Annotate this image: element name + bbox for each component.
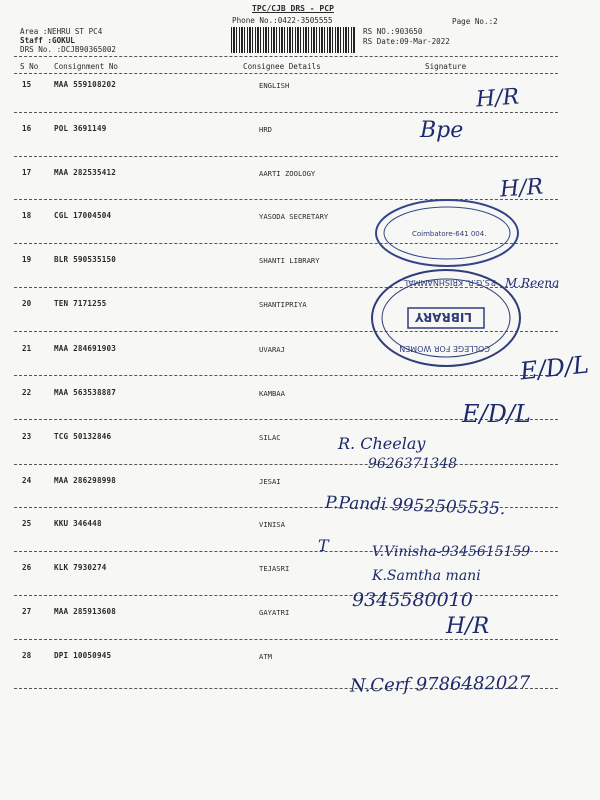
row-consignee: AARTI ZOOLOGY [259, 169, 316, 178]
signature-20: M.Reena [505, 276, 560, 290]
row-consignment: MAA 559108202 [54, 80, 117, 89]
secretary-seal [372, 196, 522, 270]
row-sno: 26 [22, 563, 32, 572]
row-consignment: MAA 282535412 [54, 168, 117, 177]
row-divider [14, 595, 558, 596]
row-sno: 21 [22, 344, 32, 353]
row-sno: 23 [22, 432, 32, 441]
row-consignment: POL 3691149 [54, 124, 107, 133]
row-consignment: MAA 284691903 [54, 344, 117, 353]
stamp-ring-top: COLLEGE FOR WOMEN [399, 344, 490, 353]
row-sno: 27 [22, 607, 32, 616]
row-divider [14, 639, 558, 640]
col-consignment: Consignment No [54, 62, 119, 71]
row-consignment: BLR 590535150 [54, 255, 117, 264]
seal-text: Coimbatore-641 004. [412, 230, 487, 238]
signature-17: H/R [499, 174, 544, 203]
col-sno: S No [20, 62, 39, 71]
row-consignment: MAA 286298998 [54, 476, 117, 485]
staff-label: Staff :GOKUL [20, 36, 75, 45]
signature-26-name: K.Samtha mani [372, 568, 481, 584]
row-consignment: TCG 50132846 [54, 432, 112, 441]
row-consignee: GAYATRI [259, 608, 290, 617]
divider [14, 56, 558, 57]
signature-23-name: R. Cheelay [338, 434, 426, 453]
signature-24: P.Pandi 9952505535. [324, 492, 506, 520]
row-consignee: VINISA [259, 520, 285, 529]
phone-number: Phone No.:0422-3505555 [232, 16, 333, 25]
signature-28: N.Cerf 9786482027 [349, 672, 531, 697]
page-number: Page No.:2 [452, 17, 498, 26]
row-sno: 18 [22, 211, 32, 220]
report-title: TPC/CJB DRS - PCP [252, 4, 334, 13]
row-consignee: TEJASRI [259, 564, 290, 573]
stamp-center-text: LIBRARY [414, 310, 472, 324]
drs-number: DRS No. :DCJB90365002 [20, 45, 117, 54]
row-consignment: CGL 17004504 [54, 211, 112, 220]
signature-25-mark: T [318, 536, 329, 555]
row-consignment: MAA 563538887 [54, 388, 117, 397]
signature-27: H/R [446, 614, 490, 639]
signature-21: E/D/L [518, 350, 591, 386]
signature-16: Bpe [420, 118, 464, 143]
row-sno: 20 [22, 299, 32, 308]
stamp-ring-bottom: P.S.G.R. KRISHNAMMAL [403, 278, 496, 287]
row-consignment: MAA 285913608 [54, 607, 117, 616]
row-consignee: ATM [259, 652, 272, 661]
row-sno: 22 [22, 388, 32, 397]
divider [14, 73, 558, 74]
row-consignee: HRD [259, 125, 272, 134]
row-consignee: SHANTIPRIYA [259, 300, 307, 309]
row-consignment: TEN 7171255 [54, 299, 107, 308]
row-consignment: KLK 7930274 [54, 563, 107, 572]
row-sno: 15 [22, 80, 32, 89]
row-consignee: KAMBAA [259, 389, 285, 398]
row-sno: 17 [22, 168, 32, 177]
row-consignee: UVARAJ [259, 345, 285, 354]
row-consignee: SILAC [259, 433, 281, 442]
row-consignee: JESAI [259, 477, 281, 486]
row-sno: 16 [22, 124, 32, 133]
row-sno: 24 [22, 476, 32, 485]
signature-22: E/D/L [462, 400, 531, 428]
row-consignment: DPI 10050945 [54, 651, 112, 660]
row-sno: 28 [22, 651, 32, 660]
row-consignee: SHANTI LIBRARY [259, 256, 320, 265]
rs-number: RS NO.:903650 [363, 27, 423, 36]
row-sno: 25 [22, 519, 32, 528]
signature-25: V.Vinisha-9345615159 [372, 544, 531, 560]
col-signature: Signature [425, 62, 467, 71]
row-consignee: ENGLISH [259, 81, 290, 90]
col-consignee: Consignee Details [243, 62, 321, 71]
college-library-stamp [368, 266, 524, 370]
signature-23-phone: 9626371348 [368, 456, 458, 472]
rs-date: RS Date:09-Mar-2022 [363, 37, 450, 46]
signature-15: H/R [475, 84, 520, 113]
barcode [231, 27, 355, 53]
row-divider [14, 464, 558, 465]
row-sno: 19 [22, 255, 32, 264]
row-consignee: YASODA SECRETARY [259, 212, 329, 221]
row-divider [14, 375, 558, 376]
area-label: Area :NEHRU ST PC4 [20, 27, 103, 36]
row-divider [14, 156, 558, 157]
row-consignment: KKU 346448 [54, 519, 102, 528]
signature-26-phone: 9345580010 [352, 589, 473, 611]
